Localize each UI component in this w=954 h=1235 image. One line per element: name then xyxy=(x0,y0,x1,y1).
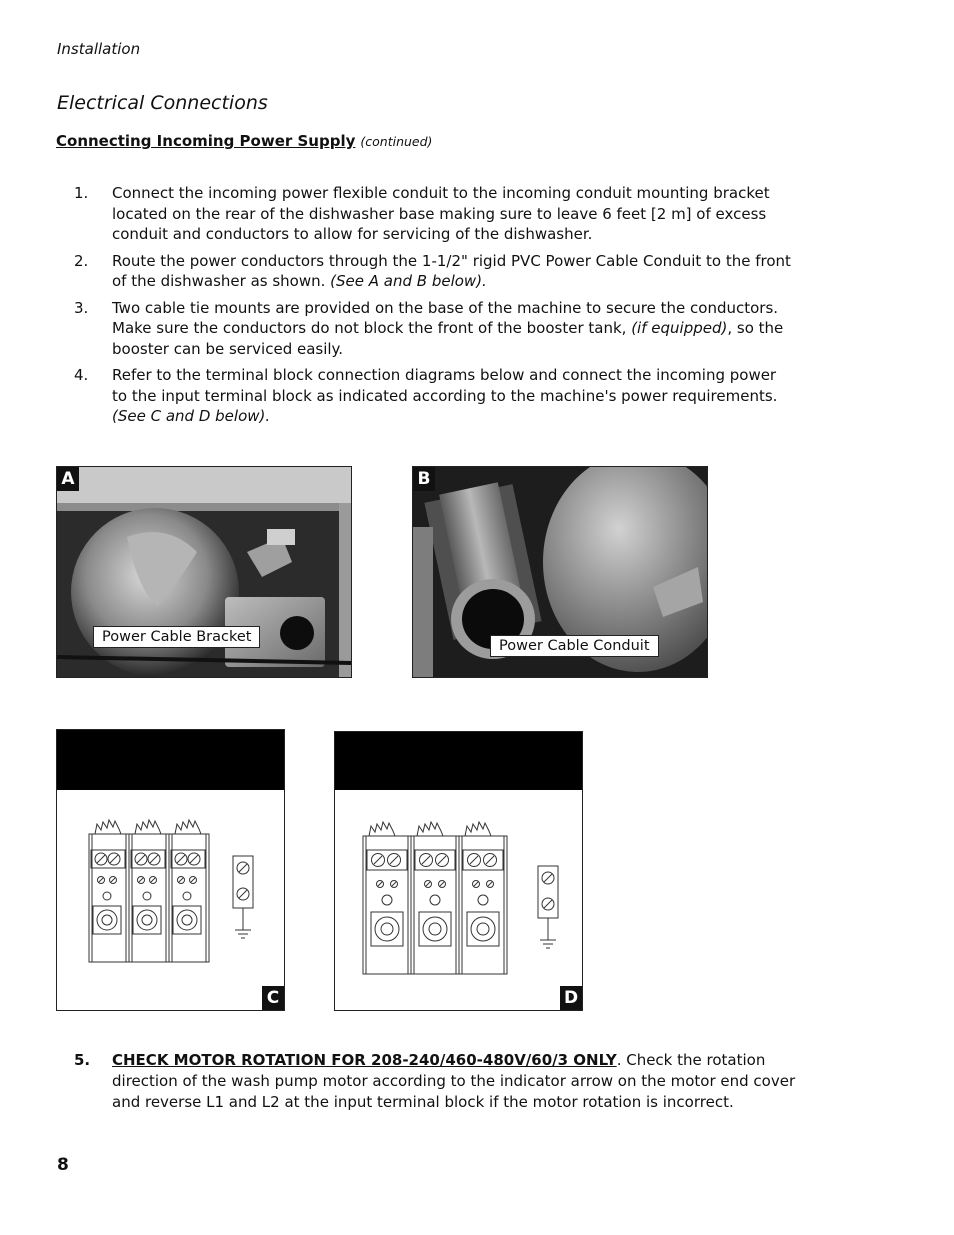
step-text: Connect the incoming power flexible conduit to the incoming conduit mounting bracket located on the rear of the dishwasher base making sure to leave 6 feet [2 m] of excess conduit and conductors to allow for servicing of the dishwasher. xyxy=(112,184,770,243)
step-number: 5. xyxy=(74,1051,91,1069)
step-1 xyxy=(74,183,794,245)
step-text: Refer to the terminal block connection diagrams below and connect the incoming power to the input terminal block as indicated according to the machine's power requirements. xyxy=(112,366,778,405)
subsection-heading xyxy=(56,132,432,150)
section-title: Electrical Connections xyxy=(57,92,268,114)
step-5 xyxy=(74,1050,804,1113)
terminal-l3 xyxy=(169,820,209,962)
terminal-l1 xyxy=(363,822,411,974)
terminal-block-drawing xyxy=(335,732,582,1010)
page-number: 8 xyxy=(57,1155,69,1175)
terminal-l3 xyxy=(459,822,507,974)
terminal-l2 xyxy=(129,820,169,962)
step-number: 4. xyxy=(74,366,89,384)
step-text: Two cable tie mounts are provided on the base of the machine to secure the conductors. Make sure the conductors do not block the front of the booster tank, xyxy=(112,298,779,337)
step-number: 2. xyxy=(74,251,89,270)
figure-d-label: D xyxy=(560,986,582,1010)
figure-a-callout: Power Cable Bracket xyxy=(93,626,260,648)
figure-a-photo xyxy=(56,466,352,678)
step-3 xyxy=(74,298,794,360)
terminal-l1 xyxy=(89,820,129,962)
terminal-l2 xyxy=(411,822,459,974)
subsection-title: Connecting Incoming Power Supply xyxy=(56,132,356,150)
step-qualifier: (if equipped) xyxy=(631,319,728,337)
instruction-steps xyxy=(74,183,794,433)
step-text: . Check the rotation direction of the wash pump motor according to the indicator arrow on the motor end cover and reverse L1 and L2 at the input terminal block if the motor rotation is incorrect. xyxy=(112,1051,796,1111)
ground-terminal xyxy=(538,866,558,948)
figure-c-terminal-diagram xyxy=(56,729,285,1011)
step-4 xyxy=(74,365,794,427)
figure-b-photo xyxy=(412,466,708,678)
subsection-note: (continued) xyxy=(360,134,433,149)
figure-d-terminal-diagram xyxy=(334,731,583,1011)
step-text: Route the power conductors through the 1-1/2" rigid PVC Power Cable Conduit to the front of the dishwasher as shown. xyxy=(112,251,791,290)
running-head: Installation xyxy=(57,40,141,58)
step-text-end: , so the booster can be serviced easily. xyxy=(112,319,784,358)
step-number: 1. xyxy=(74,184,89,202)
figure-c-label: C xyxy=(262,986,284,1010)
step-reference: (See C and D below). xyxy=(112,407,271,425)
ground-terminal xyxy=(233,856,253,938)
terminal-block-drawing xyxy=(57,730,284,1010)
step-warning-lead: CHECK MOTOR ROTATION FOR 208-240/460-480V/60/3 ONLY xyxy=(112,1051,617,1069)
figure-b-callout: Power Cable Conduit xyxy=(490,635,659,657)
step-reference: (See A and B below). xyxy=(330,272,487,290)
figure-b-label: B xyxy=(413,467,435,491)
step-2 xyxy=(74,251,794,292)
step-number: 3. xyxy=(74,298,89,317)
figure-a-label: A xyxy=(57,467,79,491)
